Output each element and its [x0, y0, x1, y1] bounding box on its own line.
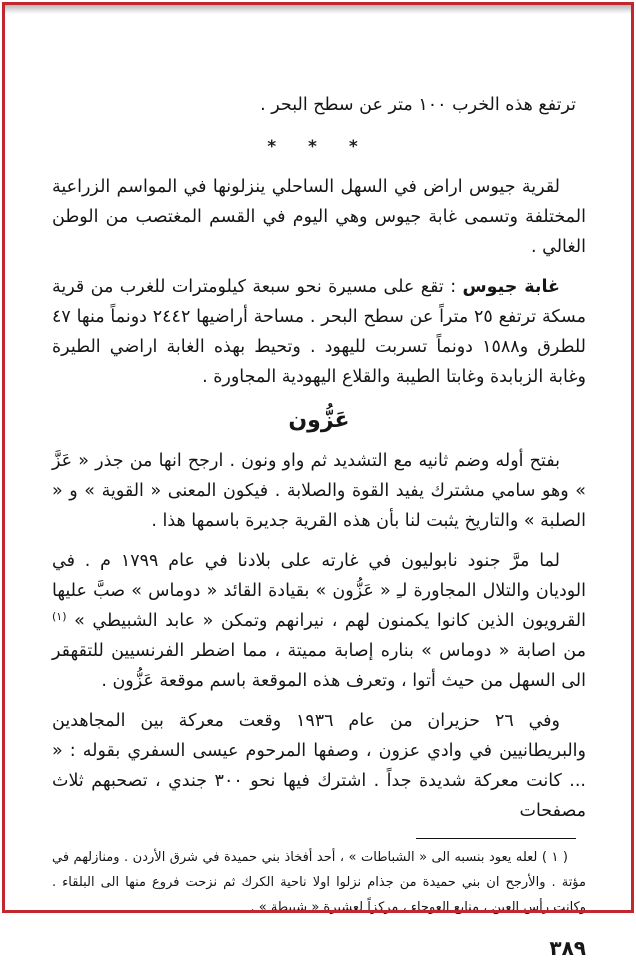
term-ghabat-jayyus: غابة جيوس	[462, 277, 560, 297]
paragraph-jayyus-lands: لقرية جيوس اراض في السهل الساحلي ينزلونها في المواسم الزراعية المختلفة وتسمى غابة جيوس وهي اليوم في القسم المغتصب من الوطن الغالي .	[52, 177, 586, 257]
intro-line: ترتفع هذه الخرب ١٠٠ متر عن سطح البحر .	[260, 95, 576, 115]
ghabat-jayyus-text: : تقع على مسيرة نحو سبعة كيلومترات للغرب من قرية مسكة ترتفع ٢٥ متراً عن سطح البحر . مساحة أراضيها ٢٤٤٢ دونماً منها ٤٧ للطرق و١٥٨٨ دونماً تسربت لليهود . وتحيط بهذه الغابة اراضي الطيرة وغابة الزبابدة وغابتا الطيبة والقلاع اليهودية المجاورة .	[52, 277, 586, 387]
footnote-1	[52, 845, 586, 920]
footnote-1-marker: ( ١ )	[541, 850, 568, 865]
napoleon-text-before-marker: لما مرَّ جنود نابوليون في غارته على بلادنا في عام ١٧٩٩ م . في الوديان والتلال المجاورة لـِ « عَزُّون » بقيادة القائد « دوماس » صبَّ عليها القرويون الذين كانوا يكمنون لهم ، نيرانهم وتمكن « عابد الشبيطي »	[52, 551, 586, 631]
scan-top-shadow	[5, 5, 631, 14]
footnote-separator-rule	[416, 838, 576, 839]
section-title-azzun: عَزُّون	[288, 408, 350, 433]
paragraph-napoleon-1799	[52, 546, 586, 696]
paragraph-battle-1936: وفي ٢٦ حزيران من عام ١٩٣٦ وقعت معركة بين المجاهدين والبريطانيين في وادي عزون ، وصفها المرحوم عيسى السفري بقوله : « ... كانت معركة شديدة جداً . اشترك فيها نحو ٣٠٠ جندي ، تصحبهم ثلاث مصفحات	[52, 711, 586, 821]
paragraph-ghabat-jayyus	[52, 272, 586, 392]
footnote-reference-marker: (١)	[52, 610, 67, 623]
napoleon-text-after-marker: من اصابة « دوماس » بناره إصابة مميتة ، مما اضطر الفرنسيين للتقهقر الى السهل من حيث أتوا ، وتعرف هذه الموقعة باسم موقعة عَزُّون .	[52, 641, 586, 691]
footnote-1-text: لعله يعود بنسبه الى « الشباطات » ، أحد أفخاذ بني حميدة في شرق الأردن . ومنازلهم في مؤتة . والأرجح ان بني حميدة من جذام نزلوا اولا ناحية الكرك ثم نزحت فروع منها الى البلقاء . وكانت رأس العين ، منابع العوجاء ، مركزاً لعشيرة « شبيطة » .	[52, 850, 586, 915]
page-body	[52, 90, 586, 963]
page-number: ٣٨٩	[549, 936, 586, 960]
paragraph-etymology: بفتح أوله وضم ثانيه مع التشديد ثم واو ونون . ارجح انها من جذر « عَزَّ » وهو سامي مشترك يفيد القوة والصلابة . فيكون المعنى « القوية » و « الصلبة » والتاريخ يثبت لنا بأن هذه القرية جديرة باسمها هذا .	[52, 451, 586, 531]
section-separator-stars: * * *	[267, 137, 371, 157]
